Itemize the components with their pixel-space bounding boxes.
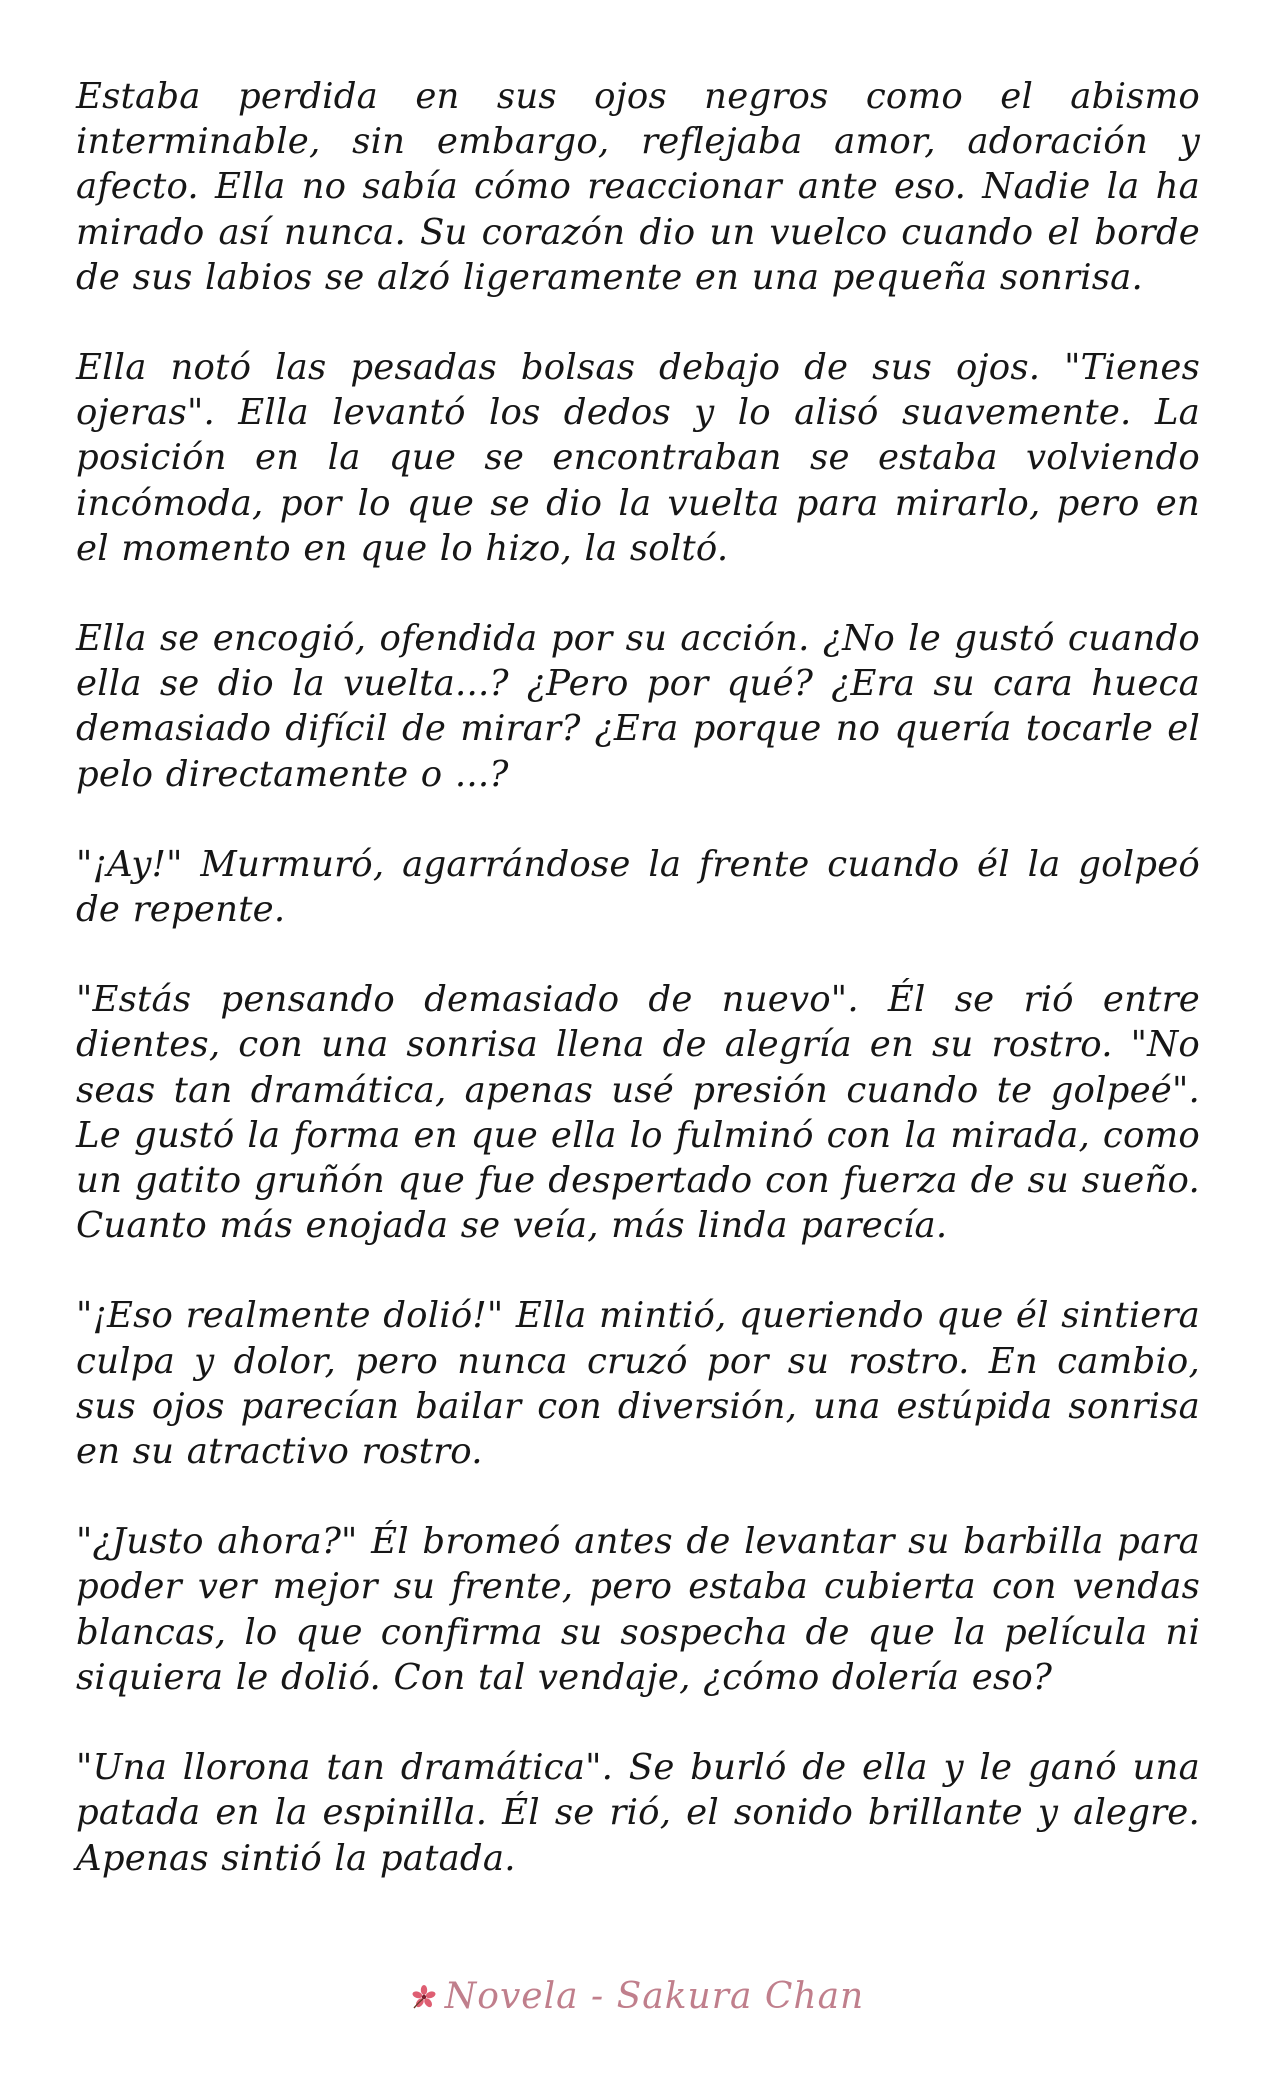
paragraph-1: Estaba perdida en sus ojos negros como el abismo interminable, sin embargo, reflejaba amor, adoración y afecto. Ella no sabía cómo reaccionar ante eso. Nadie la ha mirado así nunca. Su corazón dio un vuelco cuando el borde de sus labios se alzó ligeramente en una pequeña sonrisa. — [76, 76, 1200, 298]
watermark — [0, 1976, 1275, 2017]
paragraph-3: Ella se encogió, ofendida por su acción. ¿No le gustó cuando ella se dio la vuelta...? ¿Pero por qué? ¿Era su cara hueca demasiado difícil de mirar? ¿Era porque no quería tocarle el pelo directamente o ...? — [76, 618, 1200, 795]
sakura-flower-icon — [411, 1984, 437, 2010]
paragraph-7: "¿Justo ahora?" Él bromeó antes de levantar su barbilla para poder ver mejor su frente, pero estaba cubierta con vendas blancas, lo que confirma su sospecha de que la película ni siquiera le dolió. Con tal vendaje, ¿cómo dolería eso? — [76, 1521, 1200, 1698]
story-text — [76, 74, 1200, 1881]
paragraph-6: "¡Eso realmente dolió!" Ella mintió, queriendo que él sintiera culpa y dolor, pero nunca cruzó por su rostro. En cambio, sus ojos parecían bailar con diversión, una estúpida sonrisa en su atractivo rostro. — [76, 1295, 1200, 1473]
watermark-text: Novela - Sakura Chan — [444, 1976, 865, 2017]
paragraph-5: "Estás pensando demasiado de nuevo". Él se rió entre dientes, con una sonrisa llena de alegría en su rostro. "No seas tan dramática, apenas usé presión cuando te golpeé". Le gustó la forma en que ella lo fulminó con la mirada, como un gatito gruñón que fue despertado con fuerza de su sueño. Cuanto más enojada se veía, más linda parecía. — [76, 979, 1200, 1247]
paragraph-8: "Una llorona tan dramática". Se burló de ella y le ganó una patada en la espinilla. Él se rió, el sonido brillante y alegre. Apenas sintió la patada. — [76, 1747, 1200, 1879]
paragraph-4: "¡Ay!" Murmuró, agarrándose la frente cuando él la golpeó de repente. — [76, 843, 1200, 931]
paragraph-2: Ella notó las pesadas bolsas debajo de sus ojos. "Tienes ojeras". Ella levantó los dedos y lo alisó suavemente. La posición en la que se encontraban se estaba volviendo incómoda, por lo que se dio la vuelta para mirarlo, pero en el momento en que lo hizo, la soltó. — [76, 347, 1200, 569]
